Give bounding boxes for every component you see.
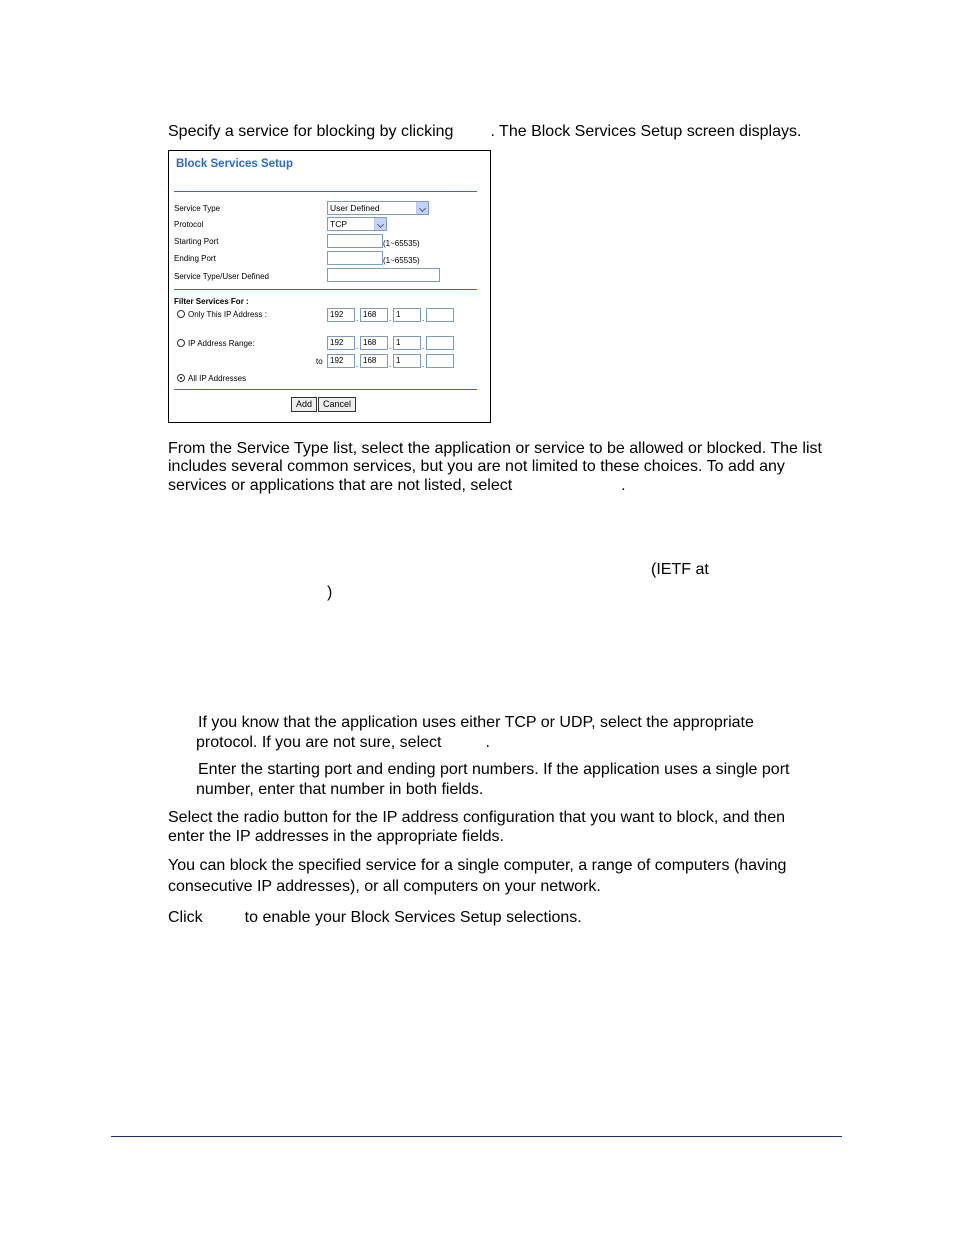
starting-port-label: Starting Port [174,237,219,246]
only-ip-label: Only This IP Address : [188,310,267,319]
radio-line-1: Select the radio button for the IP address configuration that you want to block, and then [168,809,785,826]
ip-to-octet-3[interactable]: 1 [393,354,421,368]
only-ip-octet-4[interactable] [426,308,454,322]
protocol-line-2b: . [485,734,490,751]
all-ip-label: All IP Addresses [188,374,247,383]
all-ip-radio[interactable] [177,374,185,382]
ip-dot: . [389,342,392,351]
starting-port-hint: (1~65535) [383,239,420,248]
ietf-text-a: (IETF at [651,561,709,578]
only-ip-octet-1[interactable]: 192 [327,308,355,322]
intro-before: Specify a service for blocking by clicking [168,123,454,140]
ip-to-octet-1[interactable]: 192 [327,354,355,368]
chevron-down-icon [416,202,428,214]
ip-dot: . [422,314,425,323]
ip-to-octet-4[interactable] [426,354,454,368]
click-line-a: Click [168,909,203,926]
ip-range-radio[interactable] [177,339,185,347]
ports-line-1: Enter the starting port and ending port numbers. If the application uses a single port [198,761,790,778]
protocol-line-1: If you know that the application uses either TCP or UDP, select the appropriate [198,714,754,731]
service-list-line-2: includes several common services, but you are not limited to these choices. To add any [168,458,785,475]
chevron-down-icon [374,218,386,230]
click-line [168,908,582,927]
ip-from-octet-3[interactable]: 1 [393,336,421,350]
service-type-value: User Defined [330,203,380,213]
service-list-line-3a: services or applications that are not listed, select [168,477,513,494]
ip-dot: . [356,360,359,369]
divider [174,191,477,192]
ip-dot: . [356,314,359,323]
protocol-line-2a: protocol. If you are not sure, select [196,734,442,751]
block-line-2: consecutive IP addresses), or all computers on your network. [168,878,601,895]
service-type-label: Service Type [174,204,221,213]
service-name-label: Service Type/User Defined [174,272,270,281]
ietf-text-b: ) [327,584,333,601]
intro-text [168,122,801,141]
ip-dot: . [389,314,392,323]
ip-range-label: IP Address Range: [188,339,255,348]
ip-dot: . [389,360,392,369]
service-list-line-1: From the Service Type list, select the application or service to be allowed or blocked. The list [168,440,822,457]
starting-port-input[interactable] [327,234,383,248]
cancel-button[interactable]: Cancel [318,397,356,412]
intro-after: . The Block Services Setup screen displays. [490,123,802,140]
ports-line-2: number, enter that number in both fields. [196,781,484,798]
ip-dot: . [422,342,425,351]
panel-title: Block Services Setup [176,158,293,170]
click-line-b: to enable your Block Services Setup selections. [244,909,582,926]
divider [174,389,477,390]
radio-line-2: enter the IP addresses in the appropriate fields. [168,828,504,845]
divider [174,289,477,290]
only-ip-radio[interactable] [177,310,185,318]
only-ip-octet-2[interactable]: 168 [360,308,388,322]
ip-from-octet-4[interactable] [426,336,454,350]
ending-port-hint: (1~65535) [383,256,420,265]
protocol-select[interactable] [327,217,387,231]
service-list-line-3b: . [621,477,626,494]
block-line-1: You can block the specified service for a single computer, a range of computers (having [168,857,787,874]
protocol-label: Protocol [174,220,204,229]
only-ip-octet-3[interactable]: 1 [393,308,421,322]
ip-from-octet-1[interactable]: 192 [327,336,355,350]
ip-from-octet-2[interactable]: 168 [360,336,388,350]
ip-to-octet-2[interactable]: 168 [360,354,388,368]
ending-port-input[interactable] [327,251,383,265]
service-type-select[interactable] [327,201,429,215]
protocol-value: TCP [330,219,347,229]
footer-divider [111,1136,842,1137]
ip-dot: . [356,342,359,351]
protocol-line-2 [196,733,490,752]
service-name-input[interactable] [327,268,440,282]
service-list-line-3 [168,476,626,495]
to-label: to [316,357,323,366]
ending-port-label: Ending Port [174,254,216,263]
ip-dot: . [422,360,425,369]
add-button[interactable]: Add [291,397,317,412]
block-services-setup-screenshot [168,150,491,423]
filter-services-label: Filter Services For : [174,297,249,306]
